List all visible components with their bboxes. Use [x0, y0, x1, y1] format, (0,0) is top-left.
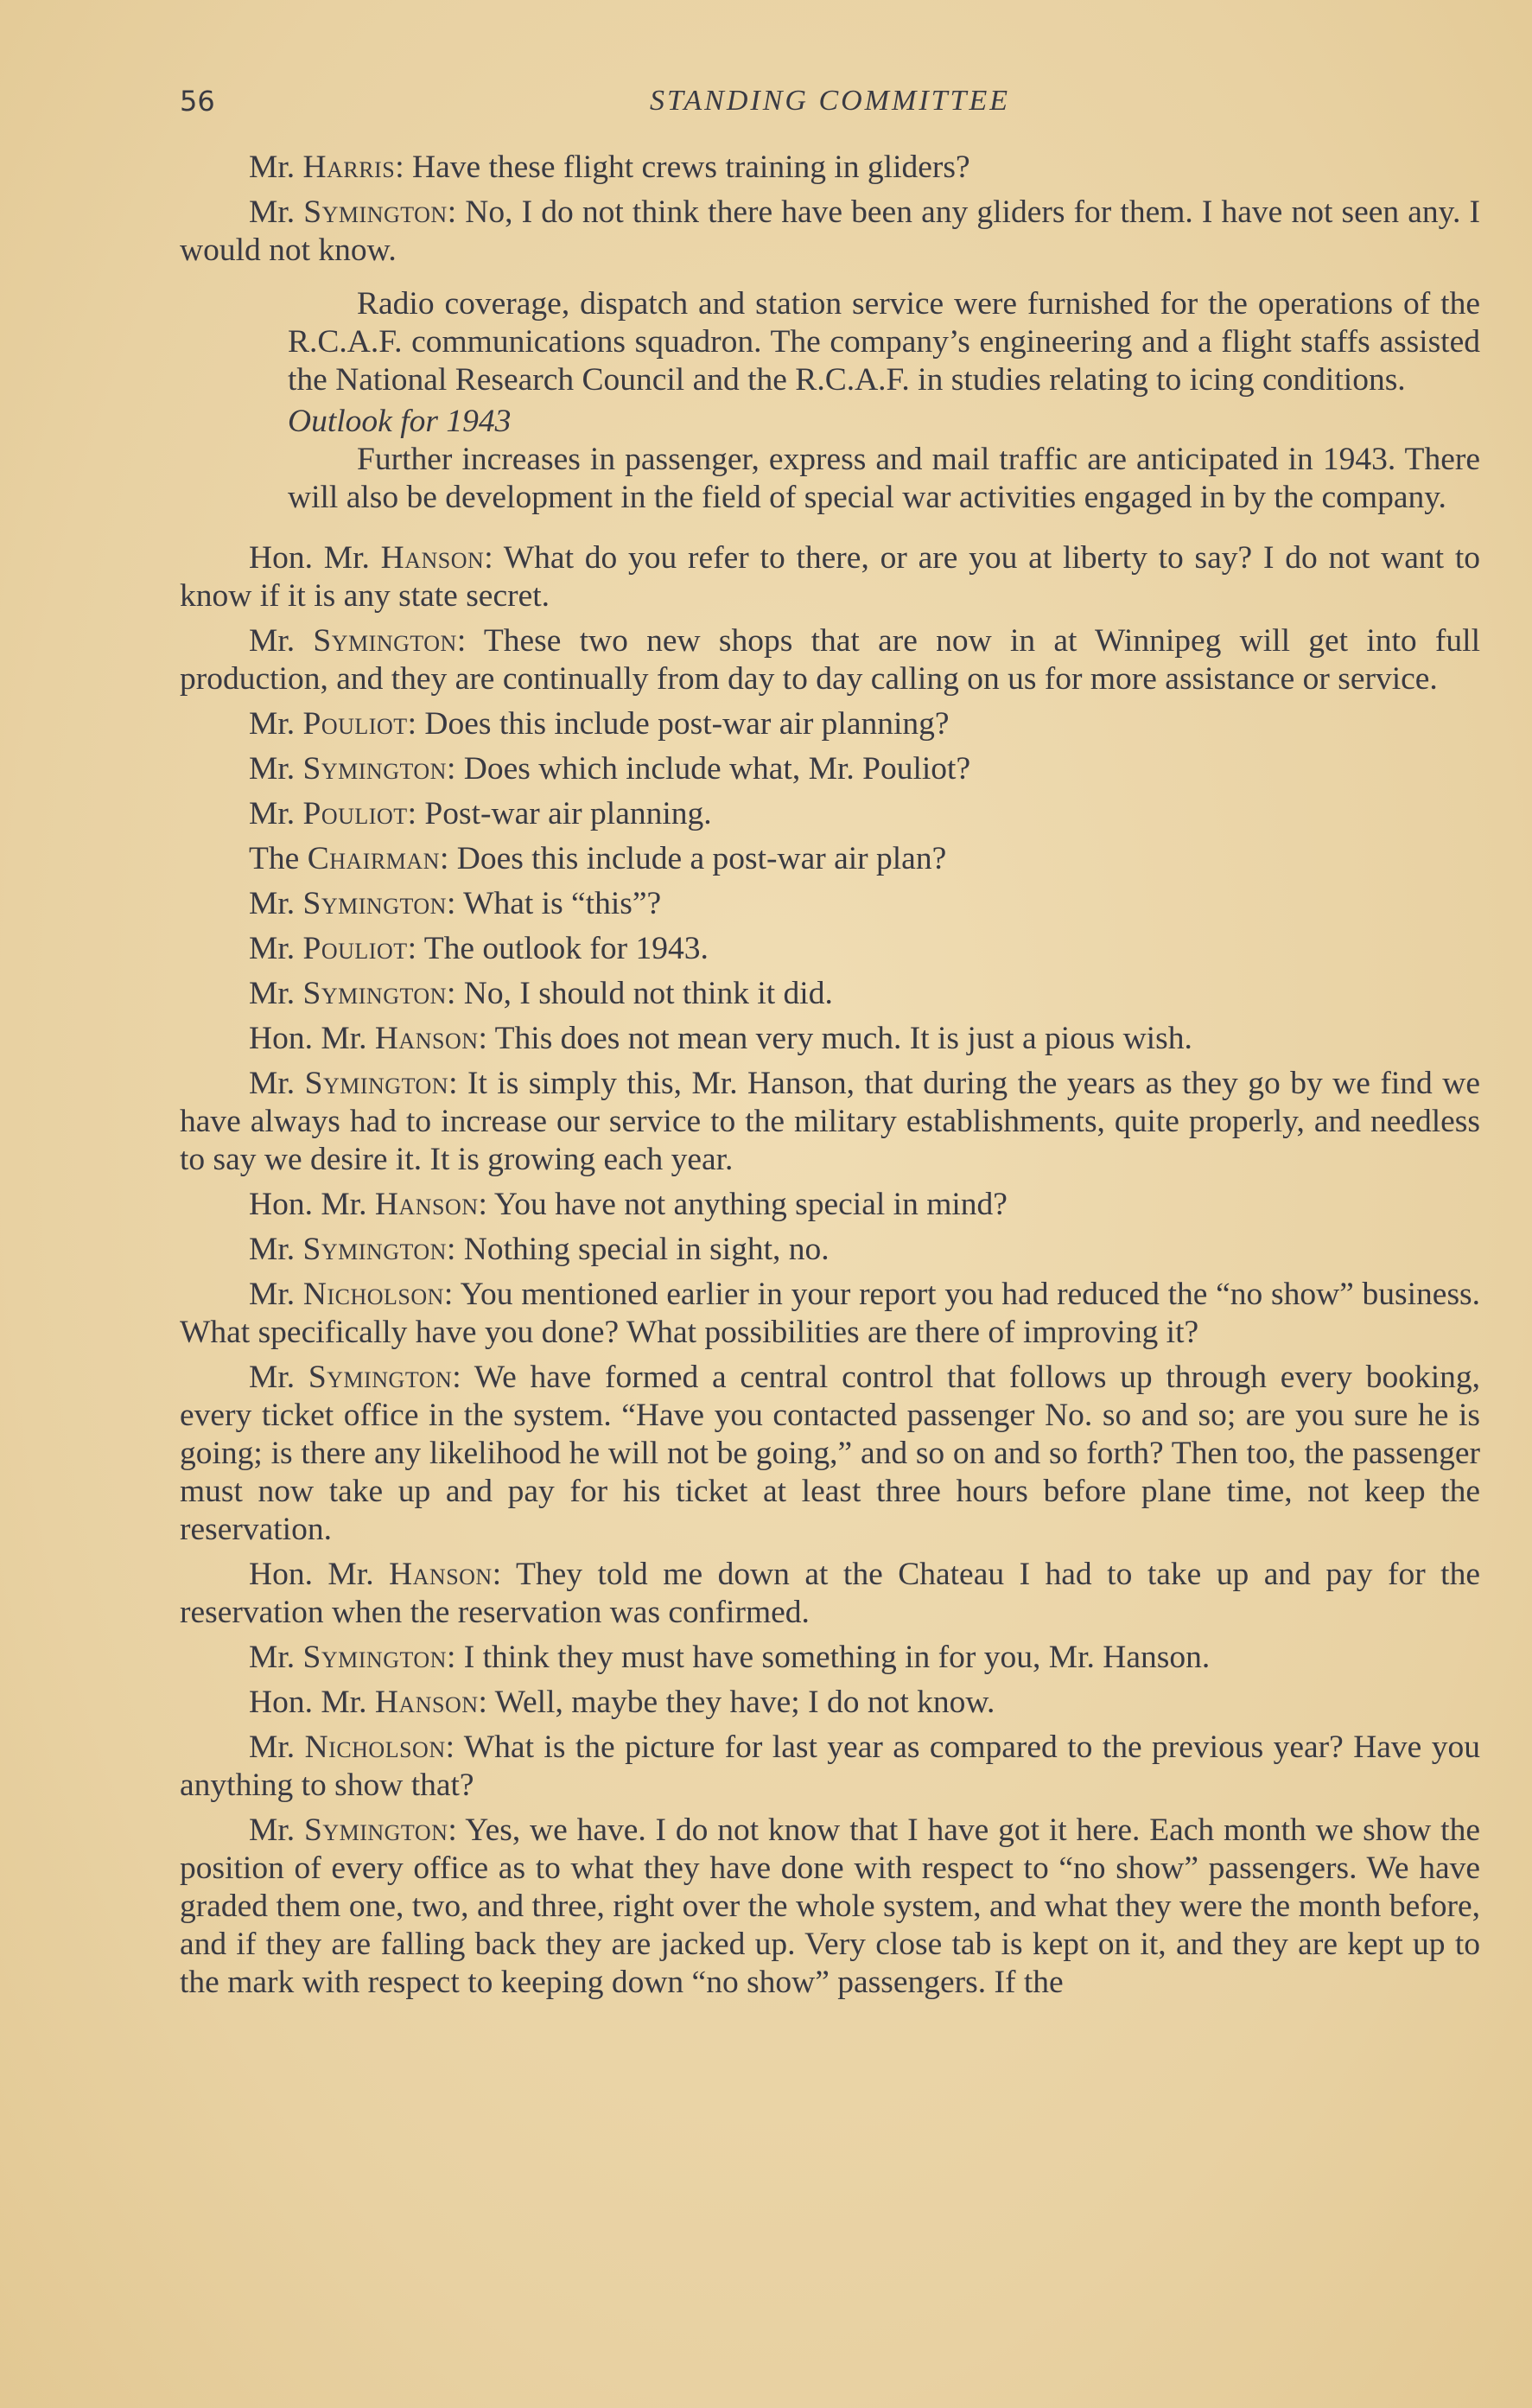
paragraph: Mr. Symington: I think they must have something in for you, Mr. Hanson. — [249, 1640, 1211, 1675]
running-head-title: STANDING COMMITTEE — [650, 85, 1010, 117]
paragraph: Hon. Mr. Hanson: They told me down at the Chateau I had to take up and pay for the reservation when the reservation was confirmed. — [180, 1557, 1480, 1630]
paragraph: The Chairman: Does this include a post-war air plan? — [249, 841, 947, 876]
speaker-name: Symington — [302, 976, 447, 1011]
speaker-name: Nicholson — [302, 1277, 444, 1312]
paragraph: Mr. Pouliot: Does this include post-war air planning? — [249, 706, 950, 742]
quoted-report-paragraph: Radio coverage, dispatch and station service were furnished for the operations of the R.C.A.F. communications squadron. The company’s engineering and a flight staffs assisted the National Research Council and the R.C.A.F. in studies relating to icing conditions. — [288, 286, 1480, 398]
paragraph: Hon. Mr. Hanson: What do you refer to there, or are you at liberty to say? I do not want to know if it is any state secret. — [180, 540, 1480, 614]
speaker-name: Symington — [302, 886, 447, 921]
speaker-name: Hanson — [389, 1557, 493, 1592]
paragraph: Mr. Symington: Does which include what, Mr. Pouliot? — [249, 751, 971, 787]
speaker-name: Pouliot — [302, 931, 408, 966]
quoted-report-heading: Outlook for 1943 — [288, 404, 512, 439]
paragraph: Mr. Symington: We have formed a central control that follows up through every booking, every ticket office in the system. “Have you contacted passenger No. so and so; are you sure he is going; is there any likelihood he will not be going,” and so on and so forth? Then too, the passenger must now take up and pay for his ticket at least three hours before plane time, not keep the reservation. — [180, 1360, 1481, 1547]
body-text — [180, 149, 1480, 2009]
paragraph: Mr. Symington: What is “this”? — [249, 886, 662, 921]
speaker-name: Hanson — [374, 1685, 479, 1720]
speaker-name: Symington — [302, 1232, 447, 1267]
speaker-name: Pouliot — [302, 796, 408, 831]
paragraph: Hon. Mr. Hanson: This does not mean very much. It is just a pious wish. — [249, 1021, 1192, 1056]
speaker-name: Symington — [302, 1640, 447, 1675]
paragraph: Hon. Mr. Hanson: Well, maybe they have; I do not know. — [249, 1685, 995, 1720]
page-number: 56 — [180, 85, 215, 118]
running-head — [180, 85, 1480, 128]
speaker-name: Hanson — [380, 540, 485, 576]
speaker-name: Nicholson — [304, 1730, 446, 1765]
paragraph: Mr. Symington: Yes, we have. I do not know that I have got it here. Each month we show the position of every office as to what they have done with respect to “no show” passengers. We have graded them one, two, and three, right over the whole system, and what they were the month before, and if they are falling back they are jacked up. Very close tab is kept on it, and they are kept up to the mark with respect to keeping down “no show” passengers. If the — [180, 1812, 1480, 2000]
paragraph: Mr. Symington: No, I do not think there have been any gliders for them. I have not seen any. I would not know. — [180, 194, 1480, 268]
speaker-name: Chairman — [307, 841, 440, 876]
speaker-name: Symington — [308, 1360, 453, 1395]
paragraph: Mr. Pouliot: The outlook for 1943. — [249, 931, 709, 966]
paragraph: Mr. Symington: No, I should not think it did. — [249, 976, 833, 1011]
speaker-name: Symington — [313, 623, 457, 659]
paragraph: Mr. Harris: Have these flight crews training in gliders? — [249, 150, 970, 185]
speaker-name: Symington — [303, 194, 448, 230]
paragraph: Mr. Symington: It is simply this, Mr. Hanson, that during the years as they go by we find we have always had to increase our service to the military establishments, quite properly, and needless to say we desire it. It is growing each year. — [180, 1066, 1480, 1177]
paragraph: Mr. Nicholson: You mentioned earlier in your report you had reduced the “no show” business. What specifically have you done? What possibilities are there of improving it? — [180, 1277, 1481, 1350]
speaker-name: Symington — [304, 1066, 449, 1101]
speaker-name: Harris — [302, 150, 396, 185]
speaker-name: Symington — [303, 1812, 448, 1848]
paragraph: Mr. Symington: These two new shops that are now in at Winnipeg will get into full production, and they are continually from day to day calling on us for more assistance or service. — [180, 623, 1480, 697]
speaker-name: Pouliot — [302, 706, 408, 742]
paragraph: Mr. Pouliot: Post-war air planning. — [249, 796, 712, 831]
paragraph: Mr. Symington: Nothing special in sight, no. — [249, 1232, 830, 1267]
speaker-name: Symington — [302, 751, 447, 787]
speaker-name: Hanson — [374, 1021, 479, 1056]
paragraph: Mr. Nicholson: What is the picture for last year as compared to the previous year? Have you anything to show that? — [180, 1730, 1480, 1803]
speaker-name: Hanson — [374, 1187, 479, 1222]
paragraph: Hon. Mr. Hanson: You have not anything special in mind? — [249, 1187, 1008, 1222]
quoted-report-paragraph: Further increases in passenger, express and mail traffic are anticipated in 1943. There will also be development in the field of special war activities engaged in by the company. — [288, 442, 1480, 515]
